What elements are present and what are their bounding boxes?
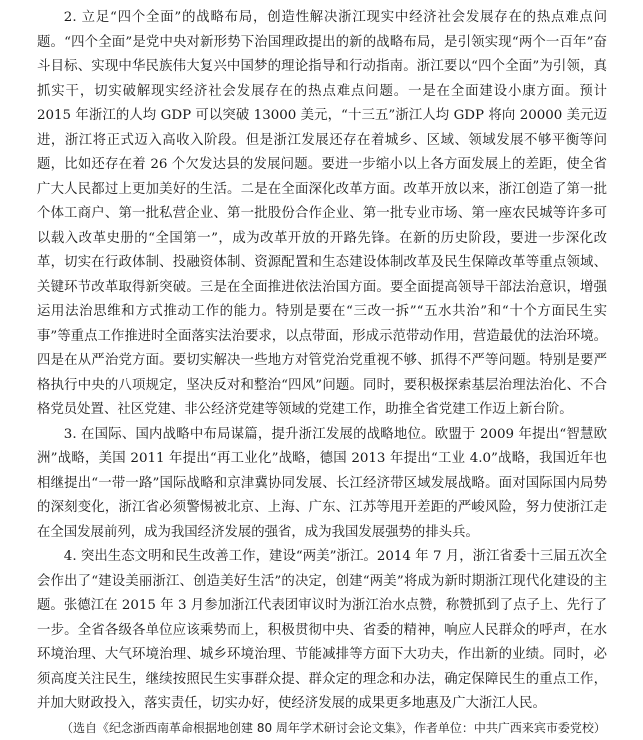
source-note: （选自《纪念浙西南革命根据地创建 80 周年学术研讨会论文集》，作者单位：中共广西来宾市委党校）	[61, 720, 606, 735]
paragraph-3-strategic-position: 3. 在国际、国内战略中布局谋篇，提升浙江发展的战略地位。欧盟于 2009 年提出“智慧欧洲”战略，美国 2011 年提出“再工业化”战略，德国 2013 年提出“工业 4.0”战略，我国近年也相继提出“一带一路”国际战略和京津冀协同发展、长江经济带区域发展战略。面对国际国内局势的深刻变化，浙江省必须警惕被北京、上海、广东、江苏等甩开差距的严峻风险，努力使浙江走在全国发展前列，成为我国经济发展的强省，成为我国发展强势的排头兵。	[37, 426, 607, 540]
paragraph-4-two-beauties: 4. 突出生态文明和民生改善工作，建设“两美”浙江。2014 年 7 月，浙江省委十三届五次全会作出了“建设美丽浙江、创造美好生活”的决定，创建“两美”将成为新时期浙江现代化建设的主题。张德江在 2015 年 3 月参加浙江代表团审议时为浙江治水点赞，称赞抓到了点子上、先行了一步。全省各级各单位应该乘势而上，积极贯彻中央、省委的精神，响应人民群众的呼声，在水环境治理、大气环境治理、城乡环境治理、节能减排等方面下大功夫，作出新的业绩。同时，必须高度关注民生，继续按照民生实事群众提、群众定的理念和办法，确定保障民生的重点工作，并加大财政投入，落实责任，切实办好，使经济发展的成果更多地惠及广大浙江人民。	[37, 549, 607, 711]
paragraph-2-four-comprehensives: 2. 立足“四个全面”的战略布局，创造性解决浙江现实中经济社会发展存在的热点难点问题。“四个全面”是党中央对新形势下治国理政提出的新的战略布局，是引领实现“两个一百年”奋斗目标、实现中华民族伟大复兴中国梦的理论指导和行动指南。浙江要以“四个全面”为引领，真抓实干，切实破解现实经济社会发展存在的热点难点问题。一是在全面建设小康方面。预计 2015 年浙江的人均 GDP 可以突破 13000 美元，“十三五”浙江人均 GDP 将向 20000 美元迈进，浙江将正式迈入高收入阶段。但是浙江发展还存在着城乡、区域、领域发展不够平衡等问题，比如还存在着 26 个欠发达县的发展问题。要进一步缩小以上各方面发展上的差距，使全省广大人民都过上更加美好的生活。二是在全面深化改革方面。改革开放以来，浙江创造了第一批个体工商户、第一批私营企业、第一批股份合作企业、第一批专业市场、第一座农民城等许多可以载入改革史册的“全国第一”，成为改革开放的开路先锋。在新的历史阶段，要进一步深化改革，切实在行政体制、投融资体制、资源配置和生态建设体制改革及民生保障改革等重点领域、关键环节改革取得新突破。三是在全面推进依法治国方面。要全面提高领导干部法治意识，增强运用法治思维和方式推动工作的能力。特别是要在“三改一拆”“五水共治”和“十个方面民生实事”等重点工作推进时全面落实法治要求，以点带面，形成示范带动作用，营造最优的法治环境。四是在从严治党方面。要切实解决一些地方对管党治党重视不够、抓得不严等问题。特别是要严格执行中央的八项规定，坚决反对和整治“四风”问题。同时，要积极探索基层治理法治化、不合格党员处置、社区党建、非公经济党建等领域的党建工作，助推全省党建工作迈上新台阶。	[37, 10, 607, 417]
